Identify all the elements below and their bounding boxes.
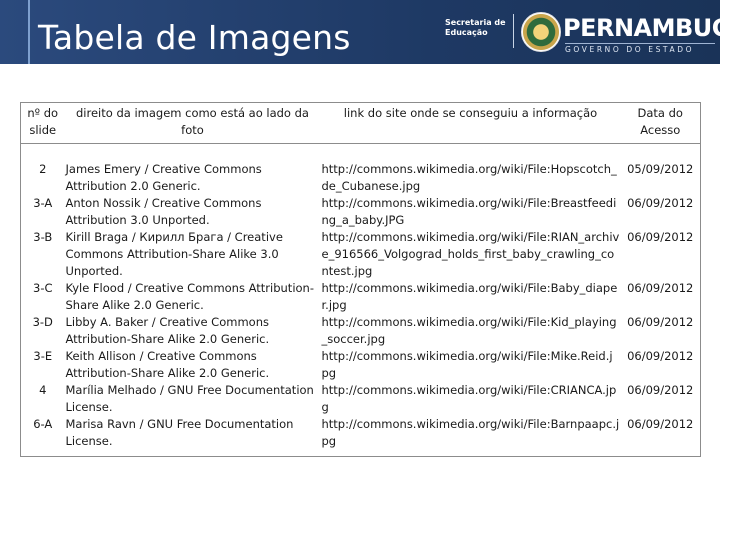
table-spacer-row (21, 144, 701, 162)
header-bar (0, 0, 749, 64)
cell-rights: Anton Nossik / Creative Commons Attribution 3.0 Unported. (65, 196, 262, 227)
table-row (21, 416, 701, 457)
brand-name: PERNAMBUCO (563, 14, 749, 42)
column-header-slide: nº do slide (21, 103, 65, 144)
cell-link: http://commons.wikimedia.org/wiki/File:Baby_diaper.jpg (321, 281, 618, 312)
table-row (21, 348, 701, 382)
cell-slide: 3-B (33, 230, 53, 244)
brand-subtitle: GOVERNO DO ESTADO (565, 43, 715, 54)
cell-rights: Marisa Ravn / GNU Free Documentation License. (65, 417, 294, 448)
table-row (21, 382, 701, 416)
cell-slide: 6-A (33, 417, 53, 431)
table-row (21, 195, 701, 229)
cell-link: http://commons.wikimedia.org/wiki/File:Hopscotch_de_Cubanese.jpg (321, 162, 617, 193)
images-table (20, 102, 701, 457)
cell-link: http://commons.wikimedia.org/wiki/File:CRIANCA.jpg (321, 383, 617, 414)
government-logo (445, 0, 749, 64)
cell-rights: James Emery / Creative Commons Attribution 2.0 Generic. (65, 162, 262, 193)
cell-rights: Marília Melhado / GNU Free Documentation License. (65, 383, 314, 414)
cell-slide: 3-A (33, 196, 53, 210)
cell-link: http://commons.wikimedia.org/wiki/File:Breastfeeding_a_baby.JPG (321, 196, 617, 227)
column-header-rights: direito da imagem como está ao lado da foto (65, 103, 321, 144)
cell-date: 06/09/2012 (627, 417, 694, 431)
cell-date: 06/09/2012 (627, 383, 694, 397)
cell-link: http://commons.wikimedia.org/wiki/File:Mike.Reid.jpg (321, 349, 613, 380)
cell-link: http://commons.wikimedia.org/wiki/File:Barnpaapc.jpg (321, 417, 620, 448)
cell-slide: 3-E (33, 349, 53, 363)
table-row (21, 161, 701, 195)
cell-rights: Libby A. Baker / Creative Commons Attribution-Share Alike 2.0 Generic. (65, 315, 270, 346)
page-title: Tabela de Imagens (38, 18, 351, 57)
title-accent-line (28, 0, 30, 64)
table-header-row (21, 103, 701, 144)
cell-slide: 3-D (32, 315, 53, 329)
cell-date: 06/09/2012 (627, 315, 694, 329)
cell-date: 06/09/2012 (627, 230, 694, 244)
column-header-link: link do site onde se conseguiu a informação (321, 103, 621, 144)
cell-date: 06/09/2012 (627, 281, 694, 295)
cell-rights: Kirill Braga / Кирилл Брага / Creative Commons Attribution-Share Alike 3.0 Unported. (65, 230, 283, 278)
cell-link: http://commons.wikimedia.org/wiki/File:RIAN_archive_916566_Volgograd_holds_first_baby_crawling_contest.jpg (321, 230, 620, 278)
cell-slide: 3-C (33, 281, 53, 295)
cell-rights: Keith Allison / Creative Commons Attribution-Share Alike 2.0 Generic. (65, 349, 270, 380)
table-row (21, 229, 701, 280)
table-row (21, 314, 701, 348)
cell-link: http://commons.wikimedia.org/wiki/File:Kid_playing_soccer.jpg (321, 315, 617, 346)
table-row (21, 280, 701, 314)
cell-rights: Kyle Flood / Creative Commons Attribution-Share Alike 2.0 Generic. (65, 281, 314, 312)
column-header-date: Data do Acesso (621, 103, 701, 144)
cell-date: 06/09/2012 (627, 196, 694, 210)
logo-divider (513, 14, 514, 48)
cell-slide: 4 (39, 383, 47, 397)
state-seal-icon (521, 12, 561, 52)
cell-slide: 2 (39, 162, 47, 176)
secretaria-label: Secretaria de Educação (445, 18, 506, 37)
cell-date: 06/09/2012 (627, 349, 694, 363)
cell-date: 05/09/2012 (627, 162, 694, 176)
